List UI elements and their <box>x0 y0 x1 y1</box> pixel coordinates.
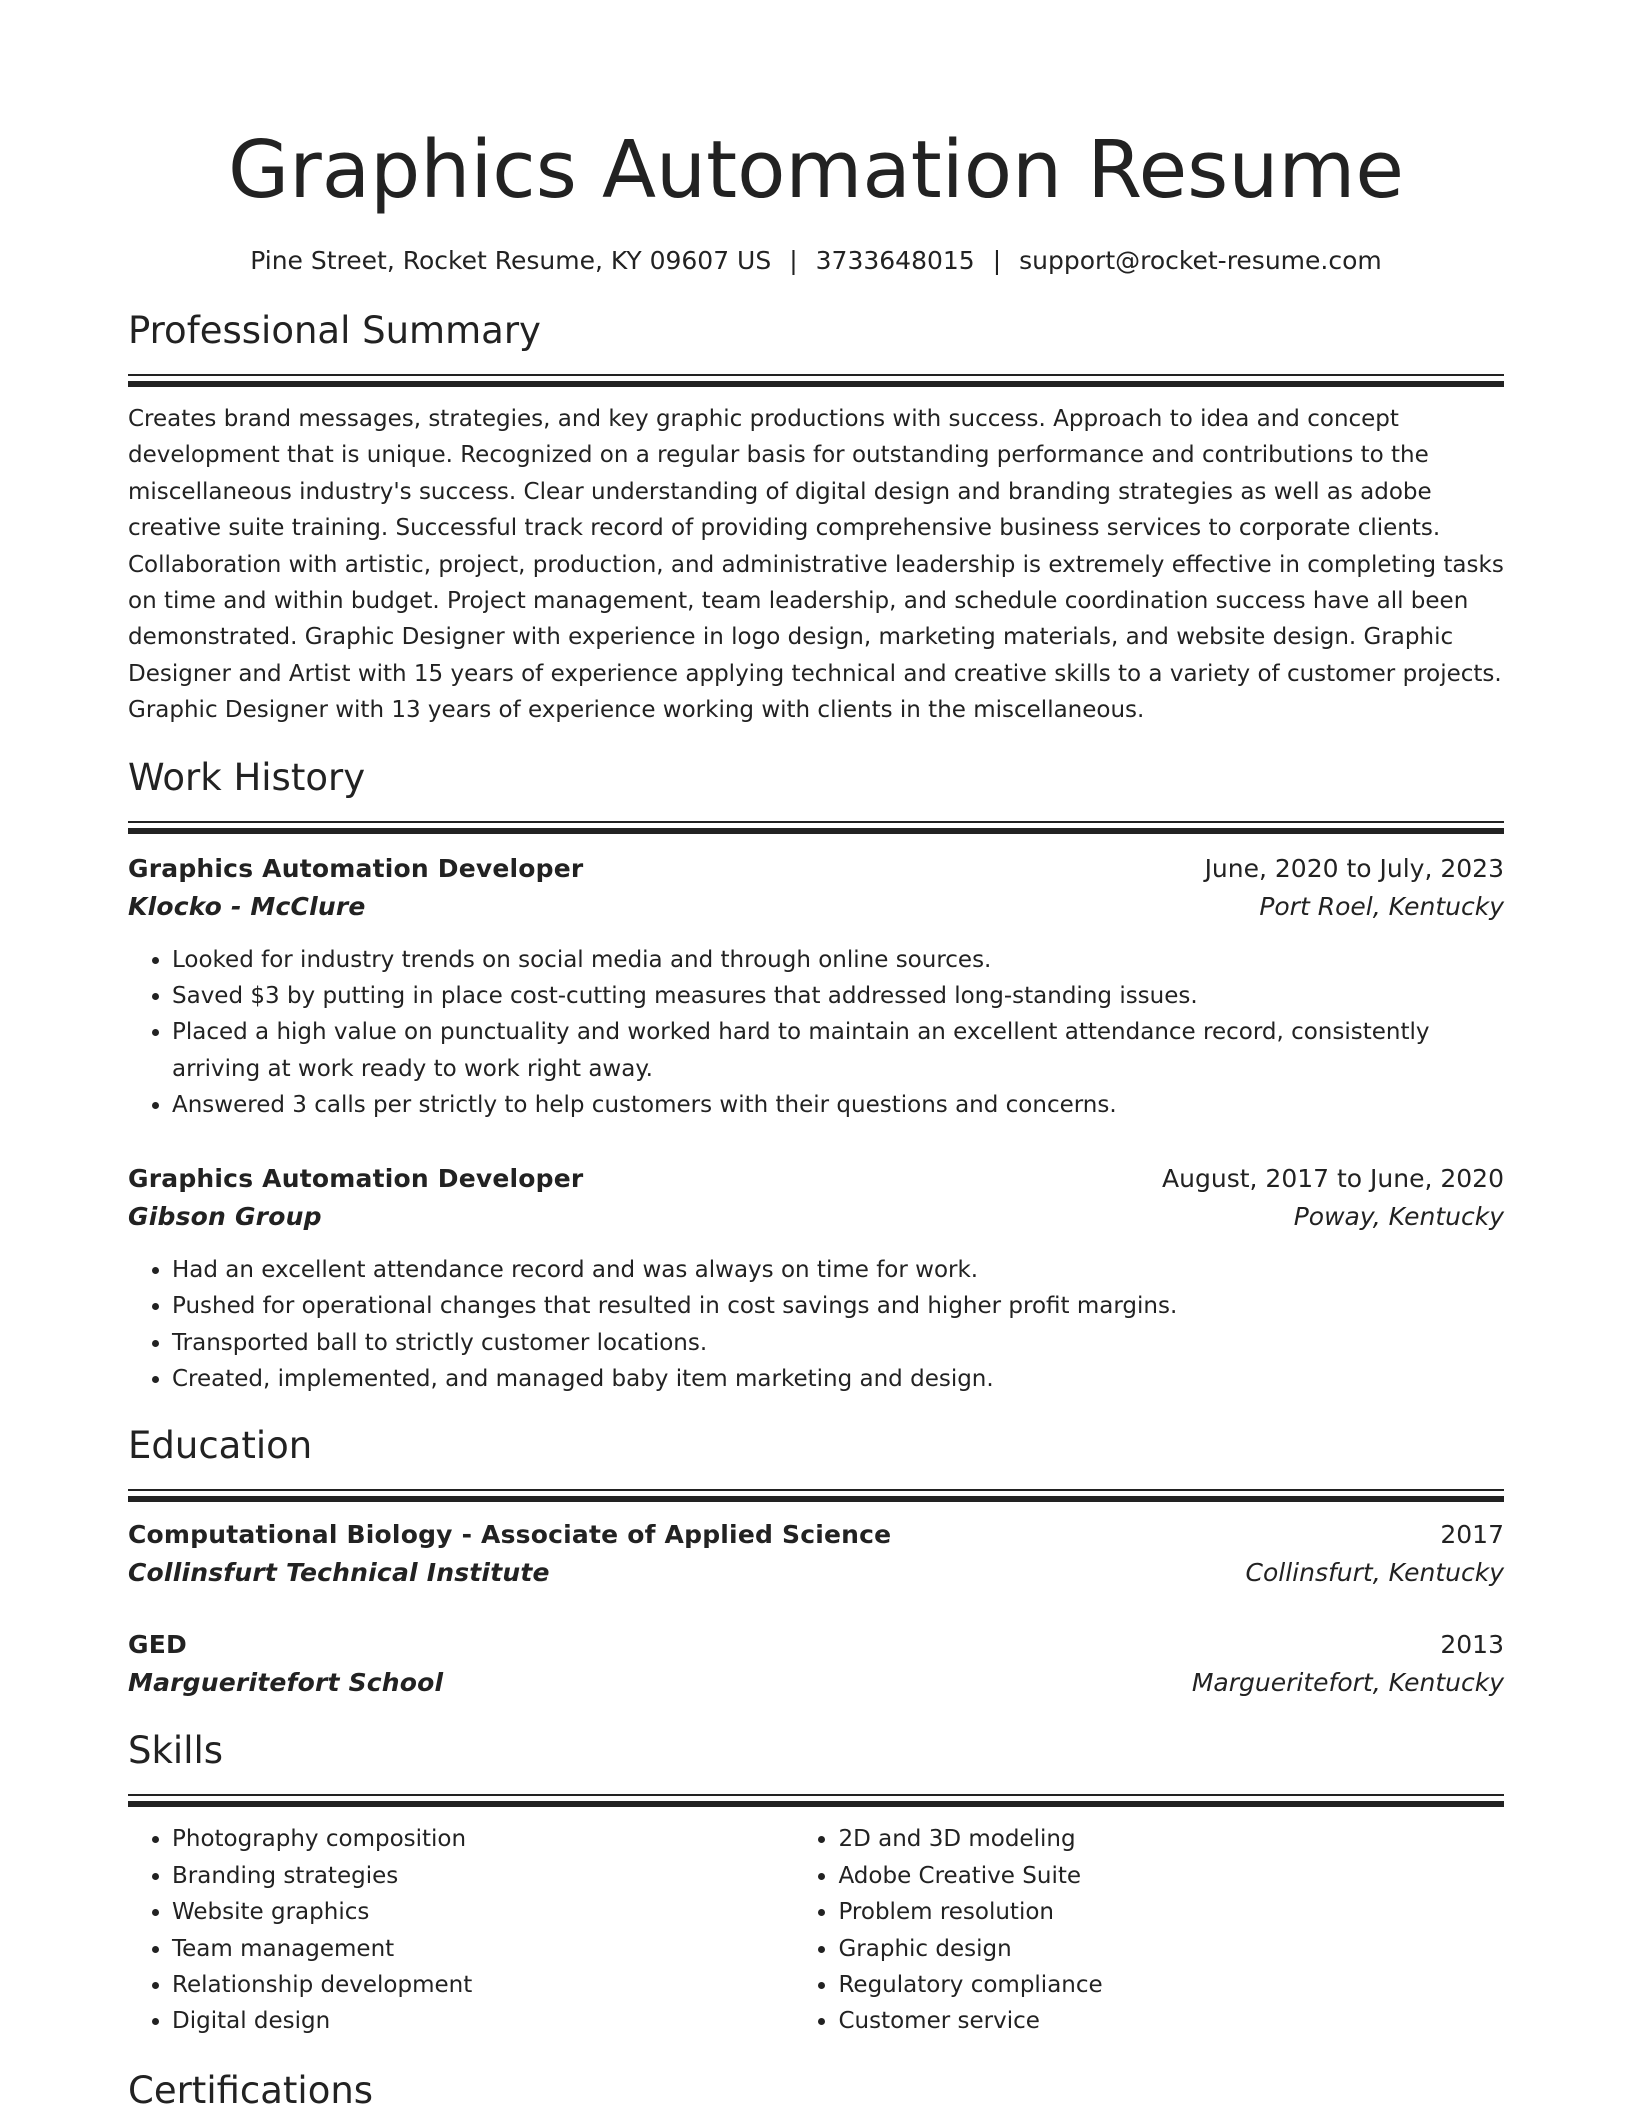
section-divider-thick <box>128 1496 1504 1502</box>
education-heading: Education <box>128 1424 313 1468</box>
education-school: Collinsfurt Technical Institute <box>128 1558 550 1588</box>
job-title: Graphics Automation Developer <box>128 1163 584 1193</box>
job-bullet: • Saved $3 by putting in place cost-cutting measures that addressed long-standing issues. <box>172 978 1504 1014</box>
job-company: Gibson Group <box>128 1201 322 1231</box>
contact-separator: | <box>992 246 1002 275</box>
job-company-row <box>128 888 1504 926</box>
job-company: Klocko - McClure <box>128 891 366 921</box>
job-title: Graphics Automation Developer <box>128 853 584 883</box>
job-title-row <box>128 850 1504 888</box>
job-title-row <box>128 1160 1504 1198</box>
job-bullet: • Answered 3 calls per strictly to help customers with their questions and concerns. <box>172 1087 1504 1123</box>
job-bullets <box>128 942 1504 1124</box>
section-divider-thick <box>128 828 1504 834</box>
job-bullet: • Transported ball to strictly customer locations. <box>172 1325 1504 1361</box>
skill-item: • Website graphics <box>172 1894 794 1930</box>
job-location: Port Roel, Kentucky <box>1259 891 1504 921</box>
skill-item: • Customer service <box>838 2003 1504 2039</box>
education-degree: GED <box>128 1630 187 1660</box>
contact-line <box>128 244 1504 278</box>
education-degree: Computational Biology - Associate of Applied Science <box>128 1520 892 1550</box>
summary-heading: Professional Summary <box>128 309 541 352</box>
education-degree-row <box>128 1516 1504 1554</box>
skills-list <box>128 1821 1504 2039</box>
job-bullet: • Created, implemented, and managed baby item marketing and design. <box>172 1361 1504 1397</box>
job-bullet: • Placed a high value on punctuality and worked hard to maintain an excellent attendance record, consistently arriving at work ready to work right away. <box>172 1014 1504 1087</box>
skills-column-left <box>128 1821 794 2039</box>
skill-item: • Problem resolution <box>838 1894 1504 1930</box>
education-location: Margueritefort, Kentucky <box>1191 1668 1504 1698</box>
contact-email: support@rocket-resume.com <box>1019 246 1382 275</box>
education-degree-row <box>128 1626 1504 1664</box>
job-dates: August, 2017 to June, 2020 <box>1162 1163 1504 1193</box>
skill-item: • Team management <box>172 1931 794 1967</box>
certifications-heading: Certifications <box>128 2068 374 2112</box>
skill-item: • Relationship development <box>172 1967 794 2003</box>
job-bullet: • Looked for industry trends on social media and through online sources. <box>172 942 1504 978</box>
education-entry <box>128 1516 1504 1592</box>
section-divider <box>128 1794 1504 1796</box>
certifications-section <box>128 2068 1504 2114</box>
contact-address: Pine Street, Rocket Resume, KY 09607 US <box>250 246 772 275</box>
education-year: 2017 <box>1440 1520 1504 1550</box>
skills-column-right <box>794 1821 1504 2039</box>
skill-item: • Photography composition <box>172 1821 794 1857</box>
skills-heading: Skills <box>128 1729 224 1773</box>
summary-section <box>128 308 1504 729</box>
work-section <box>128 755 1504 1398</box>
skill-item: • 2D and 3D modeling <box>838 1821 1504 1857</box>
section-divider-thick <box>128 1801 1504 1807</box>
section-divider <box>128 821 1504 823</box>
skill-item: • Regulatory compliance <box>838 1967 1504 2003</box>
job-bullet: • Had an excellent attendance record and was always on time for work. <box>172 1252 1504 1288</box>
section-divider <box>128 1489 1504 1491</box>
job-entry <box>128 850 1504 1124</box>
job-bullets <box>128 1252 1504 1398</box>
education-section <box>128 1423 1504 1702</box>
work-heading: Work History <box>128 755 366 799</box>
contact-phone: 3733648015 <box>815 246 975 275</box>
skill-item: • Adobe Creative Suite <box>838 1858 1504 1894</box>
education-school: Margueritefort School <box>128 1668 444 1698</box>
education-school-row <box>128 1554 1504 1592</box>
skills-section <box>128 1728 1504 2039</box>
contact-separator: | <box>789 246 798 275</box>
education-year: 2013 <box>1440 1630 1504 1660</box>
section-divider-thick <box>128 381 1504 387</box>
job-bullet: • Pushed for operational changes that resulted in cost savings and higher profit margins. <box>172 1288 1504 1324</box>
resume-page <box>128 0 1504 2114</box>
education-school-row <box>128 1664 1504 1702</box>
section-divider <box>128 374 1504 376</box>
job-location: Poway, Kentucky <box>1293 1201 1504 1231</box>
skill-item: • Branding strategies <box>172 1858 794 1894</box>
education-location: Collinsfurt, Kentucky <box>1245 1558 1504 1588</box>
resume-title: Graphics Automation Resume <box>228 124 1404 216</box>
job-company-row <box>128 1198 1504 1236</box>
job-dates: June, 2020 to July, 2023 <box>1204 853 1504 883</box>
skill-item: • Digital design <box>172 2003 794 2039</box>
summary-text: Creates brand messages, strategies, and key graphic productions with success. Approach to idea and concept development that is unique. Recognized on a regular basis for outstanding performance and contributions to the miscellaneous industry's success. Clear understanding of digital design and branding strategies as well as adobe creative suite training. Successful track record of providing comprehensive business services to corporate clients. Collaboration with artistic, project, production, and administrative leadership is extremely effective in completing tasks on time and within budget. Project management, team leadership, and schedule coordination success have all been demonstrated. Graphic Designer with experience in logo design, marketing materials, and website design. Graphic Designer and Artist with 15 years of experience applying technical and creative skills to a variety of customer projects. Graphic Designer with 13 years of experience working with clients in the miscellaneous. <box>128 406 1504 724</box>
skill-item: • Graphic design <box>838 1931 1504 1967</box>
education-entry <box>128 1626 1504 1702</box>
job-entry <box>128 1160 1504 1398</box>
